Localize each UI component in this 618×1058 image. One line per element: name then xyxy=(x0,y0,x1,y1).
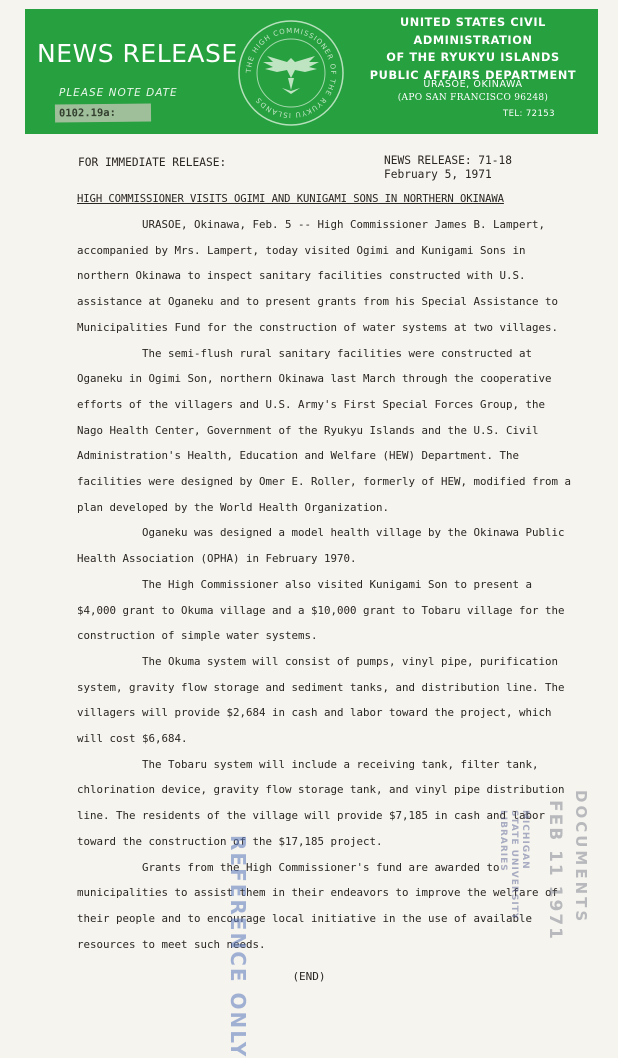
paragraph: The Tobaru system will include a receiving tank, filter tank, chlorination device, gravity flow storage tank, and vinyl pipe distribution line. The residents of the village will provide $7,185 in cash and labor toward the construction of the $17,185 project. xyxy=(77,757,565,848)
for-immediate-release: FOR IMMEDIATE RELEASE: xyxy=(78,156,227,169)
library-line-2: STATE UNIVERSITY xyxy=(509,810,519,921)
letterhead-banner xyxy=(25,9,598,134)
please-note-date: PLEASE NOTE DATE xyxy=(59,87,178,99)
paragraph: Oganeku was designed a model health village by the Okinawa Public Health Association (OPHA) in February 1970. xyxy=(77,526,565,566)
seal-text: THE HIGH COMMISSIONER OF THE RYUKYU ISLANDS xyxy=(244,26,338,120)
end-mark: (END) xyxy=(292,970,326,983)
high-commissioner-seal xyxy=(236,18,346,128)
org-line-1: UNITED STATES CIVIL ADMINISTRATION xyxy=(400,16,546,47)
library-line-1: MICHIGAN xyxy=(520,810,530,870)
organization-name xyxy=(353,14,593,84)
paragraph: Grants from the High Commissioner's fund are awarded to municipalities to assist them in their endeavors to improve the welfare of their people and to encourage local initiative in the use of available resources to meet such needs. xyxy=(77,860,559,951)
telephone: TEL: 72153 xyxy=(503,109,555,119)
received-date-stamp: FEB 11 1971 xyxy=(545,800,565,941)
library-line-3: LIBRARIES xyxy=(498,810,508,872)
paragraph: The High Commissioner also visited Kunigami Son to present a $4,000 grant to Okuma village and a $10,000 grant to Tobaru village for the construction of simple water systems. xyxy=(77,577,565,643)
paragraph: The semi-flush rural sanitary facilities were constructed at Oganeku in Ogimi Son, northern Okinawa last March through the cooperative efforts of the villagers and U.S. Army's First Special Forces Group, the Nago Health Center, Government of the Ryukyu Islands and the U.S. Civil Administration's Health, Education and Welfare (HEW) Department. The facilities were designed by Omer E. Roller, formerly of HEW, modified from a plan developed by the World Health Organization. xyxy=(77,346,572,514)
article-body xyxy=(77,212,577,957)
headline: HIGH COMMISSIONER VISITS OGIMI AND KUNIGAMI SONS IN NORTHERN OKINAWA xyxy=(77,193,504,205)
apo-address: (APO SAN FRANCISCO 96248) xyxy=(397,93,549,103)
news-release-number: NEWS RELEASE: 71-18 xyxy=(384,154,512,167)
city: URASOE, OKINAWA xyxy=(423,79,523,90)
documents-stamp: DOCUMENTS xyxy=(572,790,590,925)
org-line-2: OF THE RYUKYU ISLANDS xyxy=(386,51,560,64)
org-line-3: PUBLIC AFFAIRS DEPARTMENT xyxy=(369,68,577,82)
news-release-title: NEWS RELEASE xyxy=(37,39,238,68)
date-stamp: 0102.19a: xyxy=(55,103,151,122)
paragraph: The Okuma system will consist of pumps, vinyl pipe, purification system, gravity flow storage and sediment tanks, and distribution line. The villagers will provide $2,684 in cash and labor toward the project, which will cost $6,684. xyxy=(77,654,565,746)
eagle-icon xyxy=(263,56,319,94)
paragraph: URASOE, Okinawa, Feb. 5 -- High Commissioner James B. Lampert, accompanied by Mrs. Lampert, today visited Ogimi and Kunigami Sons in northern Okinawa to inspect sanitary facilities constructed with U.S. assistance at Oganeku and to present grants from his Special Assistance to Municipalities Fund for the construction of water systems at two villages. xyxy=(77,218,559,334)
reference-only-stamp: REFERENCE ONLY xyxy=(226,835,250,1058)
release-date: February 5, 1971 xyxy=(384,168,492,181)
